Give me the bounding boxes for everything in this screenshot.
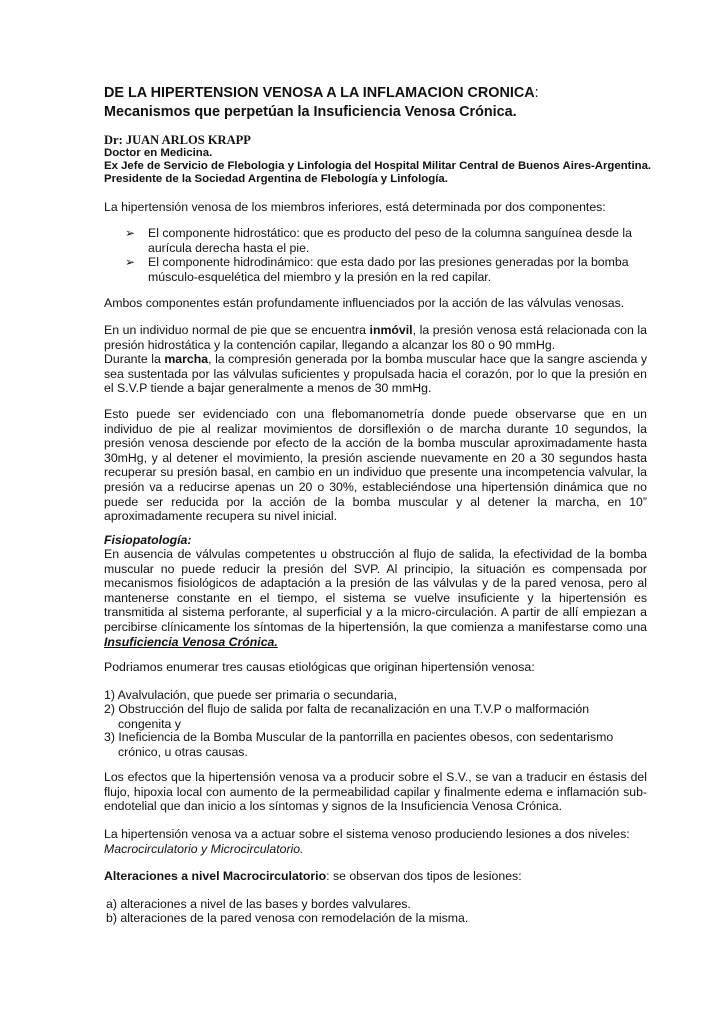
- macro-item-b: b) alteraciones de la pared venosa con remodelación de la misma.: [106, 911, 469, 925]
- title-line-2: Mecanismos que perpetúan la Insuficiencia Venosa Crónica.: [104, 104, 517, 120]
- causes-intro: Podriamos enumerar tres causas etiológicas que originan hipertensión venosa:: [104, 660, 535, 674]
- levels-italic: Macrocirculatorio y Microcirculatorio.: [104, 841, 304, 856]
- bold-term-marcha: marcha: [164, 352, 209, 366]
- normal-paragraph-2: [104, 352, 647, 396]
- title-text: DE LA HIPERTENSION VENOSA A LA INFLAMACION CRONICA: [104, 85, 535, 101]
- fisiopatologia-paragraph: [104, 547, 647, 649]
- cause-item-3: [104, 730, 624, 759]
- component-line: El componente hidrodinámico: que esta dado por las presiones generadas por la bomba: [148, 255, 629, 269]
- normal-paragraph-1: [104, 323, 647, 352]
- levels-paragraph: [104, 827, 647, 856]
- author-presidency: Presidente de la Sociedad Argentina de Flebología y Linfología.: [104, 173, 448, 185]
- cause-line: crónico, u otras causas.: [118, 744, 248, 759]
- author-position: Ex Jefe de Servicio de Flebologia y Linfologia del Hospital Militar Central de Buenos Aires-Argentina.: [104, 160, 652, 172]
- component-text: [148, 226, 648, 255]
- bullet-arrow-icon: ➢: [125, 255, 136, 269]
- component-text: [148, 255, 648, 284]
- intro-paragraph: La hipertensión venosa de los miembros inferiores, está determinada por dos componentes:: [104, 200, 606, 214]
- cause-item-2: [104, 702, 624, 731]
- component-line: El componente hidrostático: que es producto del peso de la columna sanguínea desde la: [148, 226, 633, 240]
- text-run: En un individuo normal de pie que se encuentra: [104, 323, 370, 337]
- macro-heading-line: [104, 869, 647, 884]
- fisiopatologia-heading: Fisiopatología:: [104, 533, 192, 547]
- valves-paragraph: Ambos componentes están profundamente influenciados por la acción de las válvulas venosas.: [104, 296, 625, 310]
- effects-paragraph: Los efectos que la hipertensión venosa va a producir sobre el S.V., se van a traducir en éstasis del flujo, hipoxia local con aumento de la permeabilidad capilar y finalmente edema e inflamación sub-endotelial que dan inicio a los síntomas y signos de la Insuficiencia Venosa Crónica.: [104, 770, 647, 814]
- cause-line: 3) Ineficiencia de la Bomba Muscular de la pantorrilla en pacientes obesos, con sedentarismo: [104, 730, 614, 744]
- author-name: Dr: JUAN ARLOS KRAPP: [104, 133, 251, 147]
- macro-heading: Alteraciones a nivel Macrocirculatorio: [104, 869, 327, 883]
- text-run: En ausencia de válvulas competentes u obstrucción al flujo de salida, la efectividad de la bomba muscular no puede reducir la presión del SVP. Al principio, la situación es compensada por mecanismos fisiológicos de adaptación a la presión de las válvulas y de la pared venosa, pero al mantenerse constante en el tiempo, el sistema se vuelve insuficiente y la hipertensión es transmitida al sistema perforante, al superficial y a la micro-circulación. A partir de allí empiezan a percibirse clínicamente los síntomas de la hipertensión, la que comienza a manifestarse como una: [104, 547, 647, 634]
- title-line-1: [104, 84, 647, 102]
- text-run: , la compresión generada por la bomba muscular hace que la sangre ascienda y sea sustentada por las válvulas suficientes y propulsada hacia el corazón, por lo que la presión en el S.V.P tiende a bajar generalmente a menos de 30 mmHg.: [104, 352, 648, 396]
- macro-item-a: a) alteraciones a nivel de las bases y bordes valvulares.: [106, 897, 411, 911]
- bold-term-inmovil: inmóvil: [369, 323, 413, 337]
- component-line: aurícula derecha hasta el pie.: [148, 240, 310, 255]
- cause-item-1: [104, 688, 624, 703]
- text-run: , la presión venosa está relacionada con la presión hidrostática y la contención capilar, llegando a alcanzar los 80 o 90 mmHg.: [104, 323, 647, 352]
- author-degree: Doctor en Medicina.: [104, 147, 213, 159]
- title-colon: :: [534, 85, 539, 101]
- cause-line: congenita y: [118, 716, 181, 731]
- text-run: Durante la: [104, 352, 165, 366]
- flebomanometria-paragraph: Esto puede ser evidenciado con una flebomanometría donde puede observarse que en un individuo de pie al realizar movimientos de dorsiflexión o de marcha durante 10 segundos, la presión venosa desciende por efecto de la acción de la bomba muscular aproximadamente hasta 30mHg, y al detener el movimiento, la presión asciende nuevamente en 20 a 30 segundos hasta recuperar su presión basal, en cambio en un individuo que presente una incompetencia valvular, la presión va a reducirse apenas un 20 o 30%, estableciéndose una hipertensión dinámica que no puede ser reducida por la acción de la bomba muscular y al detener la marcha, en 10” aproximadamente recupera su nivel inicial.: [104, 407, 647, 524]
- text-run: : se observan dos tipos de lesiones:: [326, 869, 522, 883]
- cause-line: 2) Obstrucción del flujo de salida por falta de recanalización en una T.V.P o malformación: [104, 702, 590, 716]
- levels-text: La hipertensión venosa va a actuar sobre el sistema venoso produciendo lesiones a dos niveles:: [104, 827, 630, 841]
- component-line: músculo-esquelética del miembro y la presión en la red capilar.: [148, 269, 492, 284]
- cause-line: 1) Avalvulación, que puede ser primaria o secundaria,: [104, 688, 398, 702]
- emphasis-ivc: Insuficiencia Venosa Crónica.: [104, 634, 278, 649]
- bullet-arrow-icon: ➢: [125, 226, 136, 240]
